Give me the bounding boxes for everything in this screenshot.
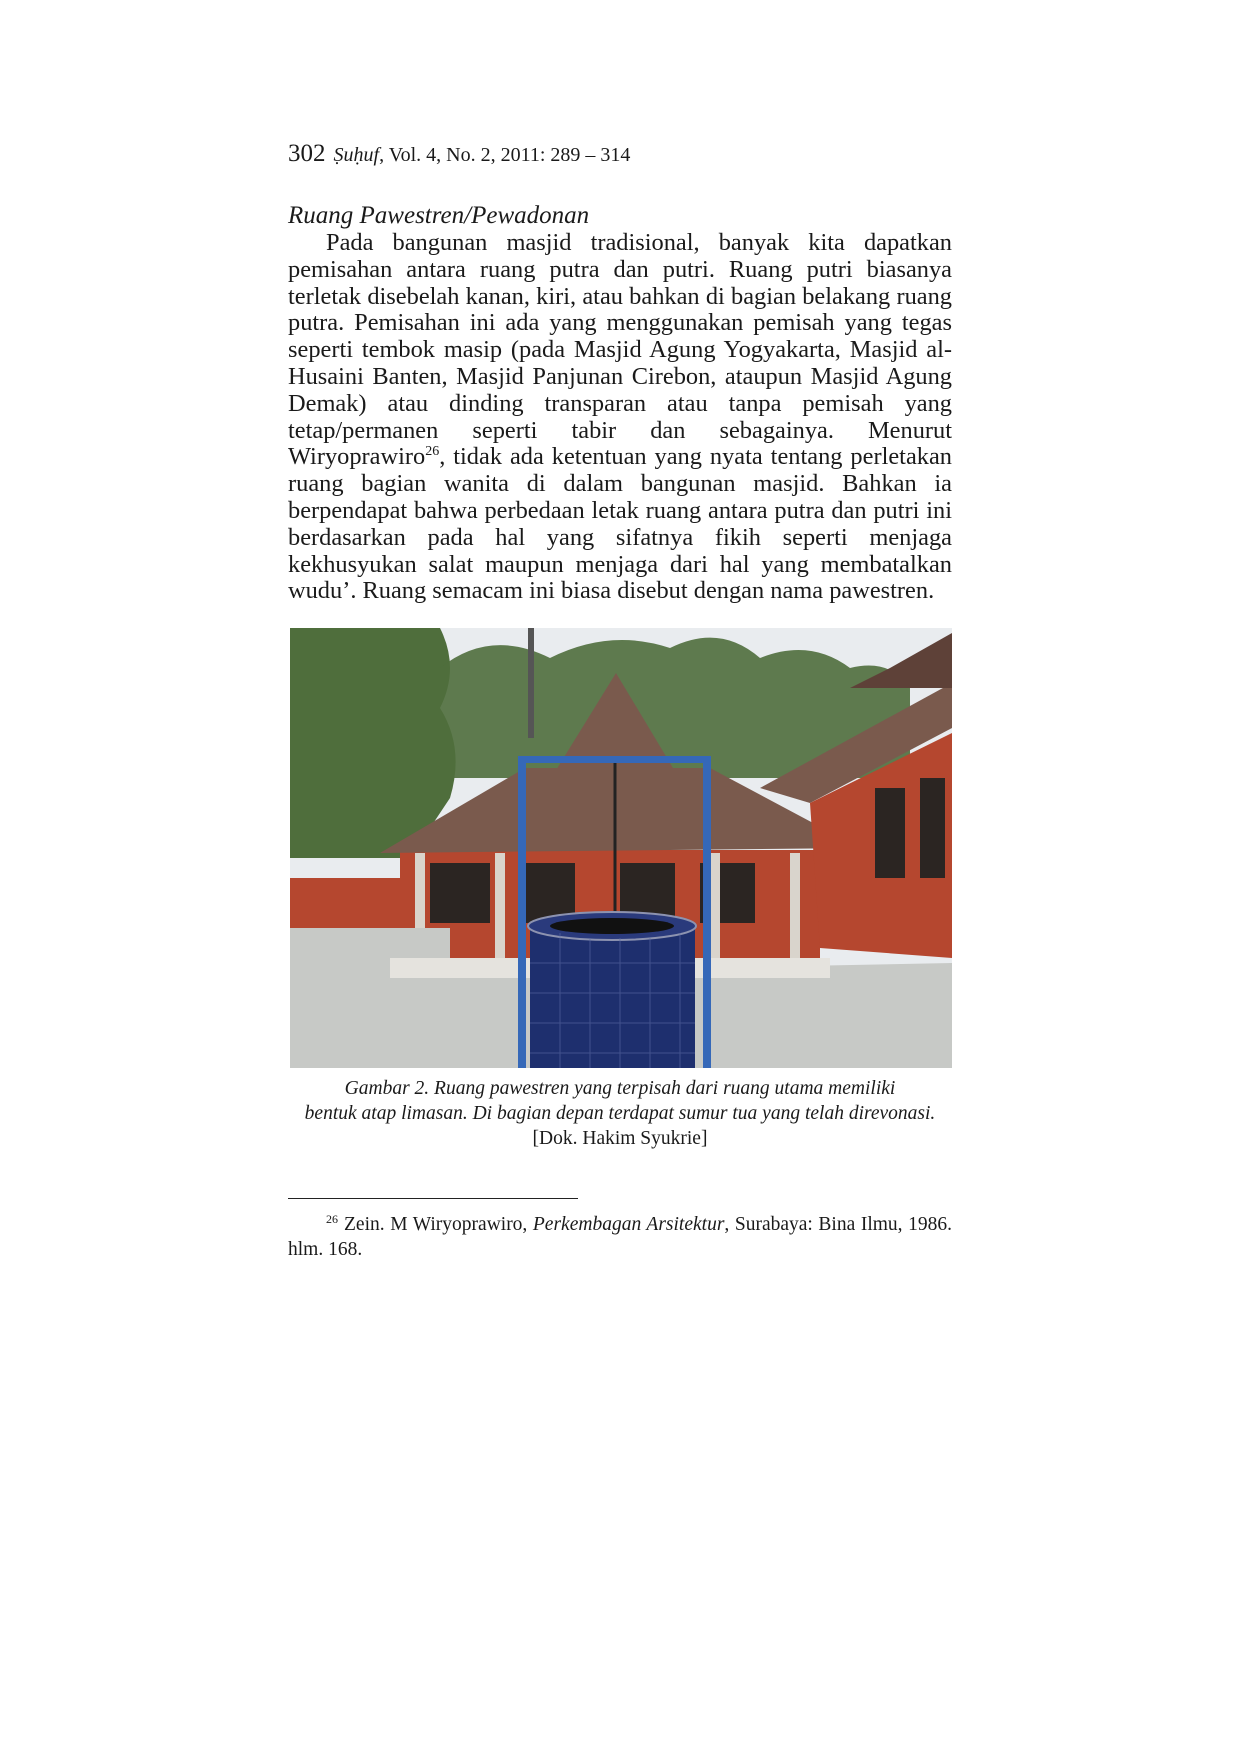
paragraph-text-part2: , tidak ada ketentuan yang nyata tentang perletakan ruang bagian wanita di dalam bangunan masjid. Bahkan ia berpendapat bahwa perbedaan letak ruang antara putra dan putri ini berdasarkan pada hal yang sifatnya fikih seperti menjaga kekhusyukan salat maupun menjaga dari hal yang membatalkan wudu’. Ruang semacam ini biasa disebut dengan nama pawestren. [288, 443, 952, 605]
photo-well-opening [550, 918, 674, 934]
photo-pillar [495, 853, 505, 963]
photo-window [430, 863, 490, 923]
photo-pillar [710, 853, 720, 963]
section-heading: Ruang Pawestren/Pewadonan [288, 202, 590, 229]
photo-pillar [790, 853, 800, 963]
footnote-book-title: Perkembagan Arsitektur [532, 1214, 725, 1235]
footnote-divider [288, 1198, 578, 1199]
figure-caption [260, 1076, 980, 1151]
body-paragraph [288, 230, 952, 605]
photo-well [530, 923, 695, 1068]
page-number: 302 [288, 140, 326, 167]
photo-credit: [Dok. Hakim Syukrie] [532, 1128, 708, 1149]
footnote-number: 26 [326, 1211, 338, 1226]
figure-photo [290, 628, 952, 1068]
photo-tower [528, 628, 534, 738]
caption-line-2: bentuk atap limasan. Di bagian depan terdapat sumur tua yang telah direvonasi. [304, 1103, 936, 1124]
photo-well-pole-right [703, 756, 711, 1068]
footnote [288, 1212, 952, 1262]
photo-window [875, 788, 905, 878]
photo-window [920, 778, 945, 878]
journal-title: Ṣuḥuf [333, 144, 380, 166]
photo-well-pole-left [518, 756, 526, 1068]
caption-line-1: Gambar 2. Ruang pawestren yang terpisah dari ruang utama memiliki [344, 1078, 896, 1099]
footnote-author: Zein. M Wiryoprawiro, [344, 1214, 533, 1235]
footnote-reference[interactable]: 26 [425, 444, 440, 460]
photo-well-crossbar [518, 756, 711, 763]
paragraph-text-part1: Pada bangunan masjid tradisional, banyak kita dapatkan pemisahan antara ruang putra dan putri. Ruang putri biasanya terletak disebelah kanan, kiri, atau bahkan di bagian belakang ruang putra. Pemisahan ini ada yang menggunakan pemisah yang tegas seperti tembok masip (pada Masjid Agung Yogyakarta, Masjid al-Husaini Banten, Masjid Panjunan Cirebon, ataupun Masjid Agung Demak) atau dinding transparan atau tanpa pemisah yang tetap/permanen seperti tabir dan sebagainya. Menurut Wiryoprawiro [288, 229, 952, 471]
footnote-publication: , Surabaya: Bina Ilmu, 1986. hlm. 168. [288, 1214, 952, 1260]
journal-volume: , Vol. 4, No. 2, 2011: 289 – 314 [379, 144, 631, 166]
running-header [288, 140, 630, 168]
photo-illustration [290, 628, 952, 1068]
